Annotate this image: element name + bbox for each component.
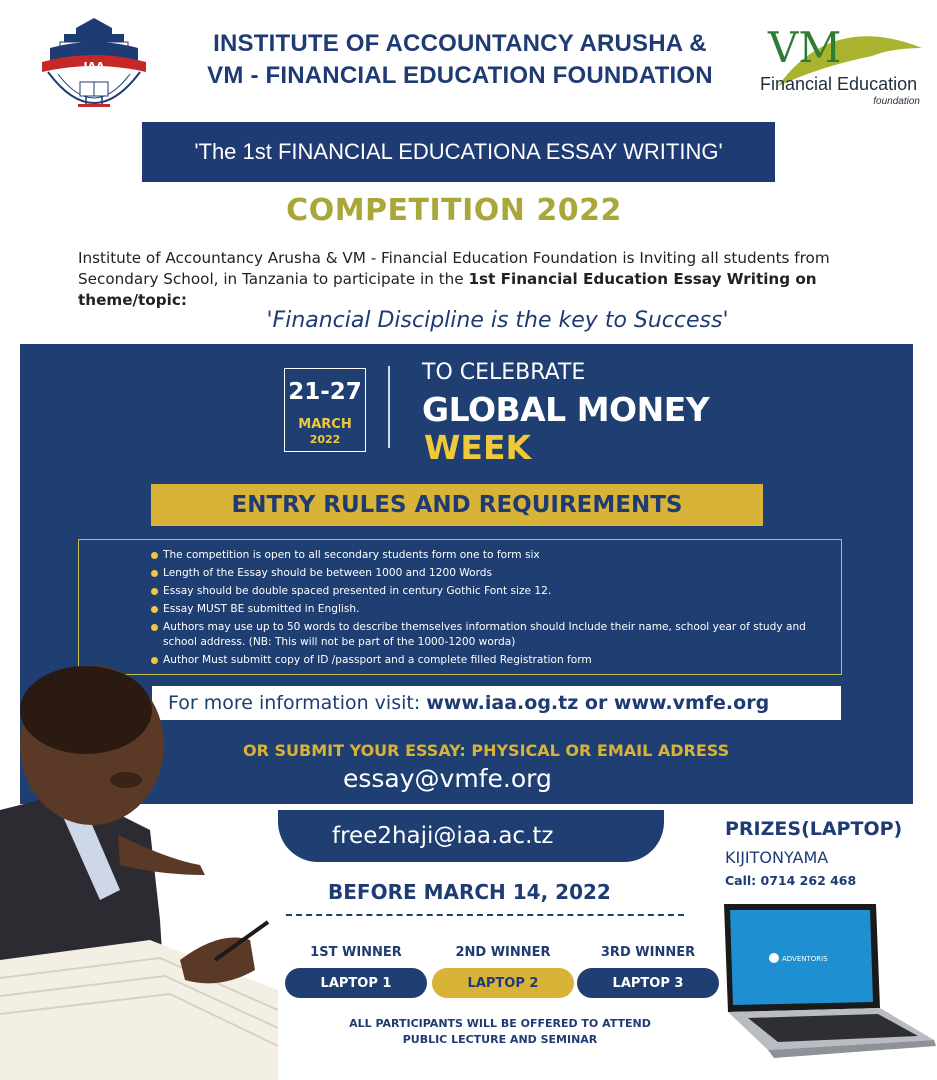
rules-heading: ENTRY RULES AND REQUIREMENTS [151,484,763,526]
intro-paragraph [78,248,888,311]
prizes-phone[interactable]: Call: 0714 262 468 [725,873,857,888]
rule-item [151,566,831,581]
submit-label: OR SUBMIT YOUR ESSAY: PHYSICAL OR EMAIL ADRESS [243,741,730,760]
bullet-icon [151,624,158,631]
bullet-icon [151,552,158,559]
date-month: MARCH [298,417,352,432]
header-title-line2: VM - FINANCIAL EDUCATION FOUNDATION [207,62,713,89]
iaa-logo-text: IAA [83,60,105,73]
header-title [170,28,750,92]
participants-note-line2: PUBLIC LECTURE AND SEMINAR [402,1033,598,1046]
dashed-divider [286,914,684,916]
date-divider [388,366,390,448]
winner-label-1: 1ST WINNER [310,945,402,960]
rule-item [151,548,831,563]
bullet-icon [151,588,158,595]
vm-logo-name: Financial Education [760,74,918,94]
essay-writing-banner: 'The 1st FINANCIAL EDUCATIONA ESSAY WRITING' [142,122,775,182]
vm-logo-sub: foundation [873,96,920,107]
participants-note [340,1016,660,1048]
email-iaa[interactable]: free2haji@iaa.ac.tz [278,810,664,862]
date-box [284,368,366,452]
header-title-line1: INSTITUTE OF ACCOUNTANCY ARUSHA & [213,30,707,57]
date-days: 21-27 [288,379,362,405]
rule-text: Length of the Essay should be between 1000 and 1200 Words [163,567,493,579]
rule-item [151,584,831,599]
email-vmfe[interactable]: essay@vmfe.org [343,764,552,793]
participants-note-line1: ALL PARTICIPANTS WILL BE OFFERED TO ATTEND [349,1017,651,1030]
laptop-screen-text: ADVENTORIS [782,955,828,963]
rules-list [151,548,831,668]
competition-title: COMPETITION 2022 [286,193,622,228]
prize-pill-1: LAPTOP 1 [285,968,427,998]
prize-pill-3: LAPTOP 3 [577,968,719,998]
rule-text: Essay should be double spaced presented in century Gothic Font size 12. [163,585,552,597]
rule-item [151,620,831,650]
vm-logo [752,18,928,108]
prize-pill-2: LAPTOP 2 [432,968,574,998]
laptop-image [718,900,937,1060]
winner-label-2: 2ND WINNER [455,945,551,960]
iaa-logo [34,14,154,126]
rule-text: Authors may use up to 50 words to describe themselves information should Include their name, school year of study and school address. (NB: This will not be part of the 1000-1200 worda) [163,621,806,648]
rule-text: The competition is open to all secondary students form one to form six [163,549,540,561]
vm-logo-mark: VM [768,23,842,72]
rules-box [78,539,842,675]
info-links[interactable]: www.iaa.og.tz or www.vmfe.org [426,692,770,714]
essay-theme: 'Financial Discipline is the key to Success' [266,308,729,333]
rule-text: Author Must submitt copy of ID /passport and a complete filled Registration form [163,654,592,666]
week-text: WEEK [424,428,532,467]
intro-bold-text: 1st Financial Education Essay Writing on theme/topic: [78,270,817,309]
bullet-icon [151,570,158,577]
celebrate-text: TO CELEBRATE [422,360,586,385]
global-money-text: GLOBAL MONEY [422,390,710,429]
rule-text: Essay MUST BE submitted in English. [163,603,360,615]
info-prefix: For more information visit: [168,692,421,714]
student-photo [0,660,278,1080]
winner-label-3: 3RD WINNER [600,945,696,960]
prizes-title: PRIZES(LAPTOP) [725,818,903,840]
bullet-icon [151,606,158,613]
deadline: BEFORE MARCH 14, 2022 [328,880,611,904]
date-year: 2022 [309,433,341,446]
intro-text: Institute of Accountancy Arusha & VM - Financial Education Foundation is Inviting all students from Secondary School, in Tanzania to participate in the [78,249,830,288]
prizes-location: KIJITONYAMA [725,848,829,867]
rule-item [151,602,831,617]
